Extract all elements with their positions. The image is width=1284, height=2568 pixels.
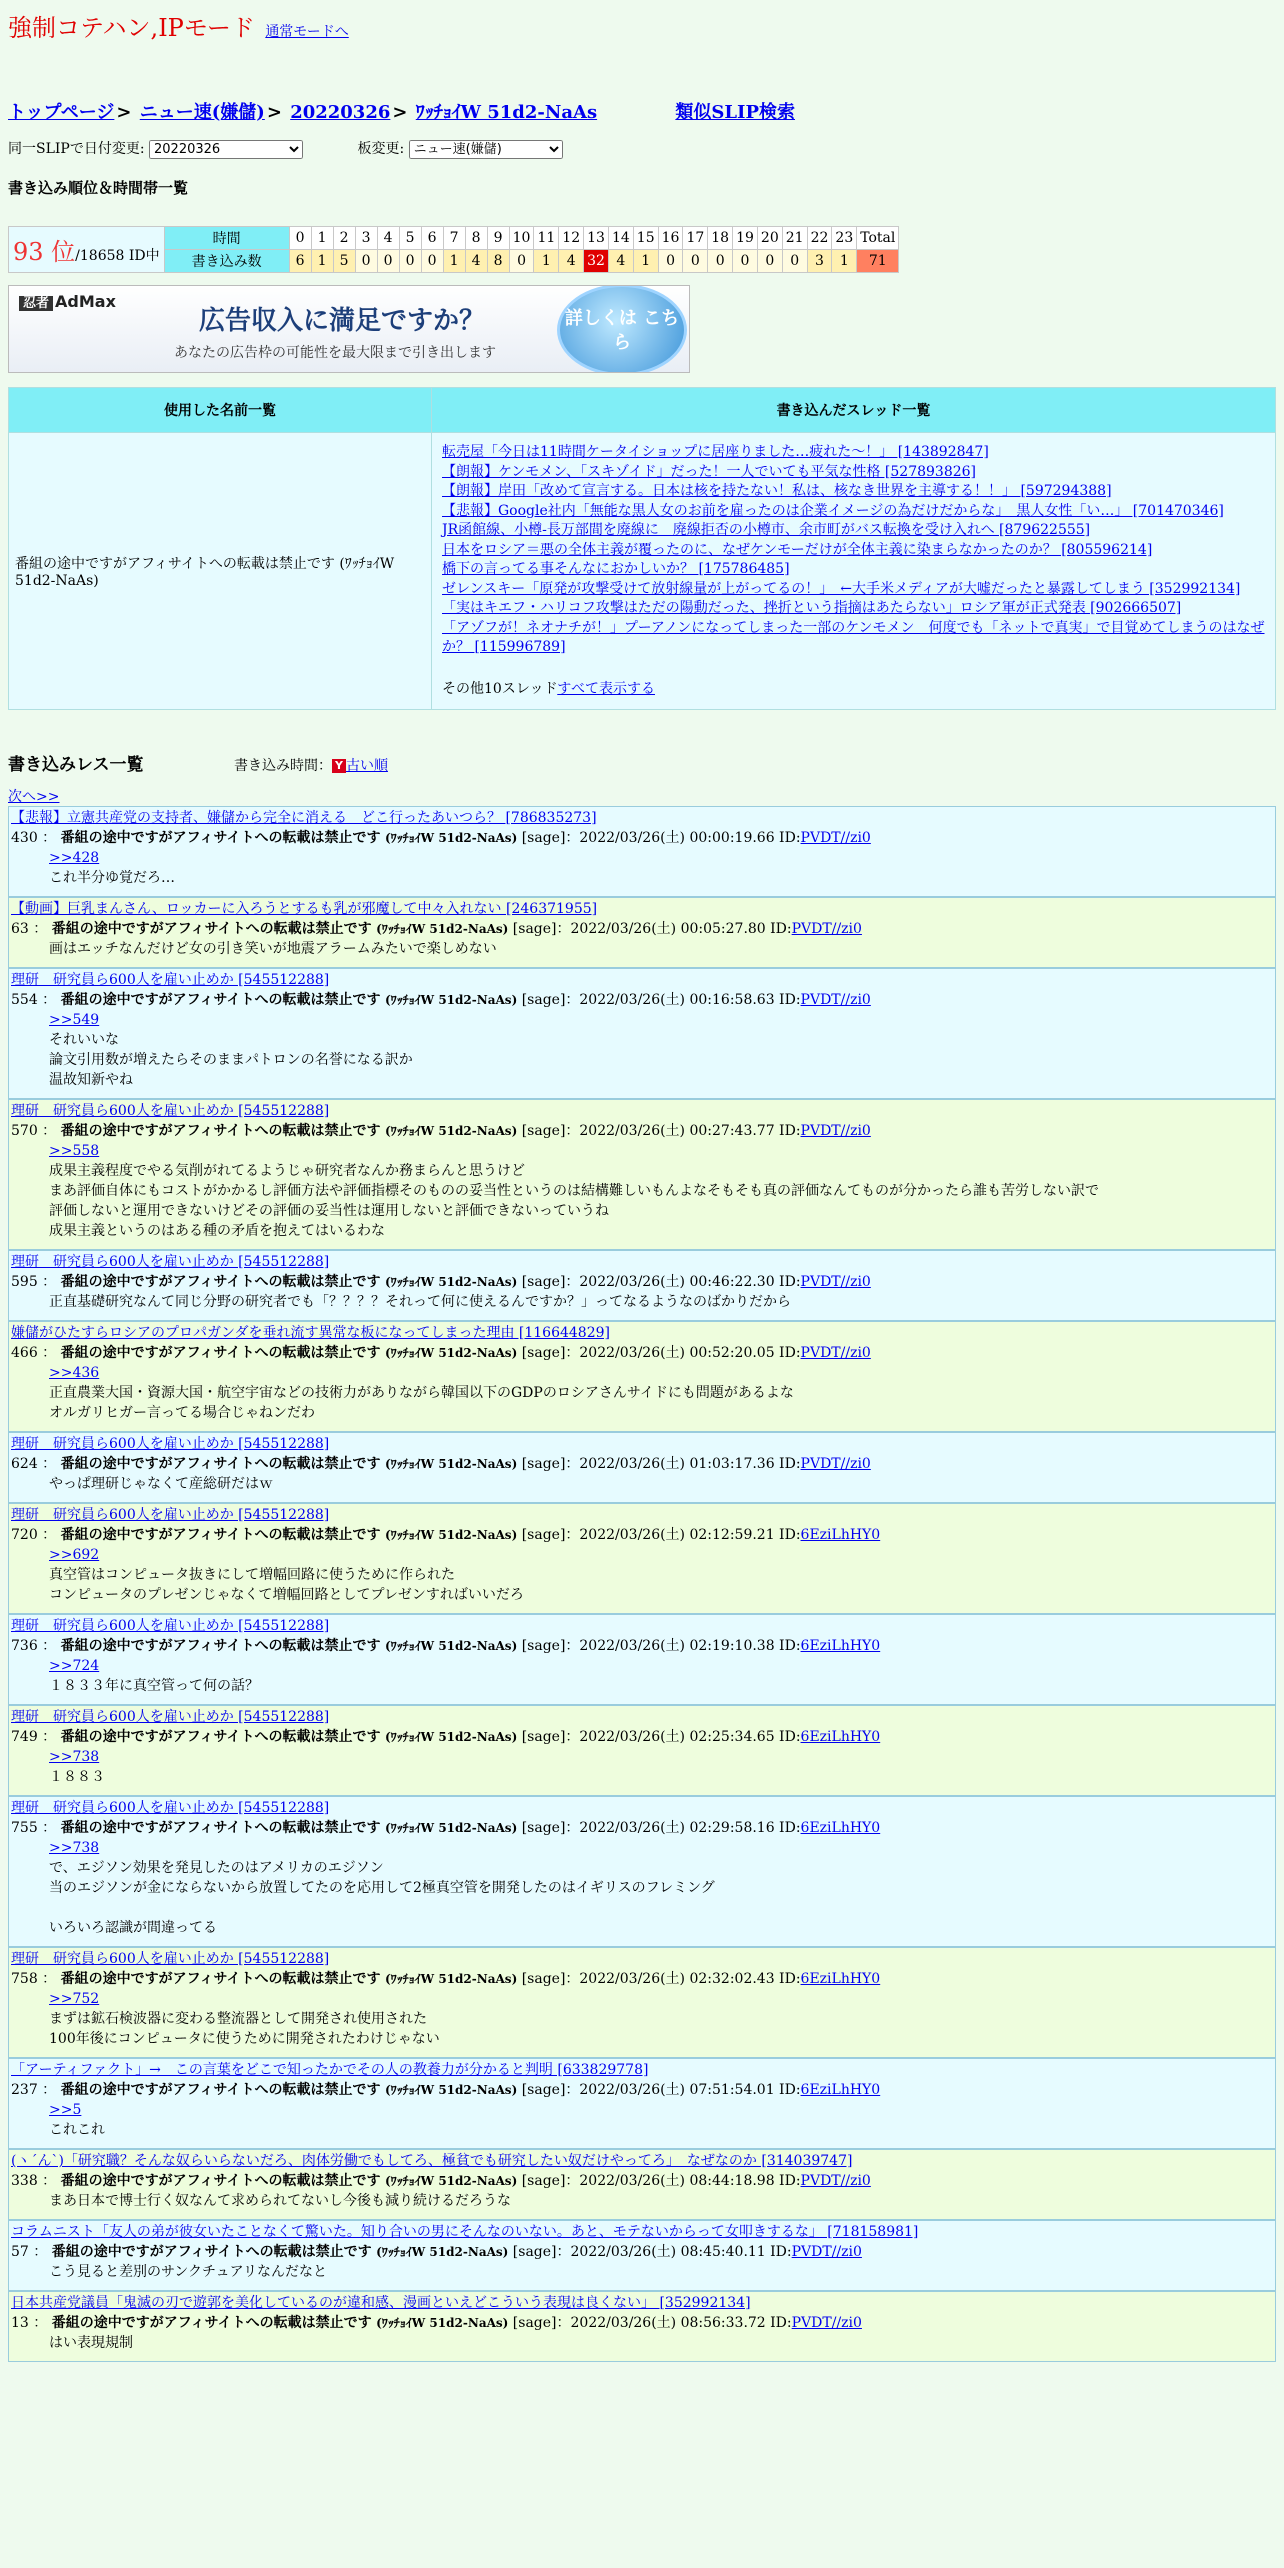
post-number: 63 <box>11 921 29 937</box>
post <box>8 1432 1276 1503</box>
post-thread-link[interactable]: 【動画】巨乳まんさん、ロッカーに入ろうとするも乳が邪魔して中々入れない [246371955] <box>11 901 598 917</box>
poster-name: 番組の途中ですがアフィサイトへの転載は禁止です <box>60 830 381 846</box>
post-body <box>9 2100 1275 2140</box>
post <box>8 2149 1276 2220</box>
poster-trip: (ﾜｯﾁｮｲW 51d2-NaAs) <box>385 1639 518 1653</box>
thread-list <box>442 443 1267 658</box>
post-line: まずは鉱石検波器に変わる整流器として開発され使用された <box>49 2011 427 2027</box>
poster-id-link[interactable]: PVDT//zi0 <box>800 1456 871 1472</box>
post-number: 595 <box>11 1274 38 1290</box>
count-cell: 0 <box>355 250 377 273</box>
poster-trip: (ﾜｯﾁｮｲW 51d2-NaAs) <box>376 922 509 936</box>
count-cell: 0 <box>509 250 534 273</box>
post <box>8 1321 1276 1432</box>
post-header: 430 ： 番組の途中ですがアフィサイトへの転載は禁止です (ﾜｯﾁｮｲW 51d2-NaAs) [sage]：2022/03/26(土) 00:00:19.66 ID:PVDT//zi0 <box>11 830 871 846</box>
count-cell: 4 <box>559 250 584 273</box>
sort-old-link[interactable]: 古い順 <box>345 758 388 774</box>
poster-id-link[interactable]: PVDT//zi0 <box>800 1274 871 1290</box>
ranking-heading: 書き込み順位＆時間帯一覧 <box>8 179 189 197</box>
post <box>8 2220 1276 2291</box>
post-number: 554 <box>11 992 38 1008</box>
hour-cell: 19 <box>733 227 758 250</box>
hour-cell: 7 <box>443 227 465 250</box>
post-number: 57 <box>11 2244 29 2260</box>
post-thread-link[interactable]: 理研 研究員ら600人を雇い止めか [545512288] <box>11 1507 330 1523</box>
rank-number: 93 位 <box>13 238 76 266</box>
poster-id-link[interactable]: 6EziLhHY0 <box>800 1971 881 1987</box>
post-meta: [sage]：2022/03/26(土) 00:05:27.80 ID: <box>512 921 792 937</box>
post <box>8 1099 1276 1250</box>
poster-trip: (ﾜｯﾁｮｲW 51d2-NaAs) <box>385 993 518 1007</box>
hour-cell: 22 <box>807 227 832 250</box>
post-header: 63 ： 番組の途中ですがアフィサイトへの転載は禁止です (ﾜｯﾁｮｲW 51d2-NaAs) [sage]：2022/03/26(土) 00:05:27.80 ID:PVDT//zi0 <box>11 921 862 937</box>
post-body <box>9 1747 1275 1787</box>
post-number: 720 <box>11 1527 38 1543</box>
poster-name: 番組の途中ですがアフィサイトへの転載は禁止です <box>60 1638 381 1654</box>
post <box>8 2291 1276 2362</box>
post-meta: [sage]：2022/03/26(土) 01:03:17.36 ID: <box>521 1456 801 1472</box>
post-header: 736 ： 番組の途中ですがアフィサイトへの転載は禁止です (ﾜｯﾁｮｲW 51d2-NaAs) [sage]：2022/03/26(土) 02:19:10.38 ID:6EziLhHY0 <box>11 1638 881 1654</box>
poster-id-link[interactable]: PVDT//zi0 <box>800 2173 871 2189</box>
post-line: これ半分ゆ覚だろ… <box>49 870 175 886</box>
post-header: 554 ： 番組の途中ですがアフィサイトへの転載は禁止です (ﾜｯﾁｮｲW 51d2-NaAs) [sage]：2022/03/26(土) 00:16:58.63 ID:PVDT//zi0 <box>11 992 871 1008</box>
breadcrumb-board[interactable]: ニュー速(嫌儲) <box>139 102 265 123</box>
post-line <box>49 1898 1275 1918</box>
post <box>8 1796 1276 1947</box>
post <box>8 1614 1276 1705</box>
poster-id-link[interactable]: 6EziLhHY0 <box>800 1638 881 1654</box>
post-body <box>9 1545 1275 1605</box>
post-body <box>9 2191 1275 2211</box>
post-line: 100年後にコンピュータに使うために開発されたわけじゃない <box>49 2031 440 2047</box>
poster-id-link[interactable]: PVDT//zi0 <box>800 1123 871 1139</box>
post-line: まあ日本で博士行く奴なんて求められてないし今後も減り続けるだろうな <box>49 2193 511 2209</box>
poster-id-link[interactable]: PVDT//zi0 <box>791 2315 862 2331</box>
post-body <box>9 1838 1275 1938</box>
reply-anchor-link[interactable]: >>436 <box>49 1365 100 1381</box>
poster-name: 番組の途中ですがアフィサイトへの転載は禁止です <box>60 1527 381 1543</box>
post-header: 570 ： 番組の途中ですがアフィサイトへの転載は禁止です (ﾜｯﾁｮｲW 51d2-NaAs) [sage]：2022/03/26(土) 00:27:43.77 ID:PVDT//zi0 <box>11 1123 871 1139</box>
count-cell: 1 <box>832 250 857 273</box>
ad-banner[interactable] <box>8 285 690 373</box>
thread-link[interactable]: 日本をロシア＝悪の全体主義が覆ったのに、なぜケンモーだけが全体主義に染まらなかったのか？ [805596214] <box>442 541 1153 558</box>
post-meta: [sage]：2022/03/26(土) 00:00:19.66 ID: <box>521 830 801 846</box>
post-line: こう見ると差別のサンクチュアリなんだなと <box>49 2264 328 2280</box>
thread-link[interactable]: 【朗報】岸田「改めて宣言する。日本は核を持たない！私は、核なき世界を主導する！！」 [597294388] <box>442 483 1112 499</box>
post-header: 466 ： 番組の途中ですがアフィサイトへの転載は禁止です (ﾜｯﾁｮｲW 51d2-NaAs) [sage]：2022/03/26(土) 00:52:20.05 ID:PVDT//zi0 <box>11 1345 871 1361</box>
post-header: 755 ： 番組の途中ですがアフィサイトへの転載は禁止です (ﾜｯﾁｮｲW 51d2-NaAs) [sage]：2022/03/26(土) 02:29:58.16 ID:6EziLhHY0 <box>11 1820 881 1836</box>
reply-anchor-link[interactable]: >>752 <box>49 1991 100 2007</box>
sort-icon: Y <box>332 759 346 773</box>
post-body <box>9 1141 1275 1241</box>
post-number: 430 <box>11 830 38 846</box>
post-number: 570 <box>11 1123 38 1139</box>
post-thread-link[interactable]: コラムニスト「友人の弟が彼女いたことなくて驚いた。知り合いの男にそんなのいない。あと、モテないからって女叩きするな」 [718158981] <box>11 2224 919 2240</box>
post-line: オルガリヒガー言ってる場合じゃねンだわ <box>49 1405 315 1421</box>
post-line: 正直農業大国・資源大国・航空宇宙などの技術力がありながら韓国以下のGDPのロシアさんサイドにも問題があるよな <box>49 1385 794 1401</box>
hour-cell: Total <box>857 227 899 250</box>
poster-name: 番組の途中ですがアフィサイトへの転載は禁止です <box>60 992 381 1008</box>
hour-cell: 21 <box>782 227 807 250</box>
hour-cell: 14 <box>608 227 633 250</box>
post-meta: [sage]：2022/03/26(土) 02:29:58.16 ID: <box>521 1820 801 1836</box>
reply-anchor-link[interactable]: >>5 <box>49 2102 82 2118</box>
post-line: 真空管はコンピュータ抜きにして増幅回路に使うために作られた <box>49 1567 455 1583</box>
similar-slip-search-link[interactable]: 類似SLIP検索 <box>675 102 795 123</box>
post-line: で、エジソン効果を発見したのはアメリカのエジソン <box>49 1860 384 1876</box>
hour-cell: 17 <box>683 227 708 250</box>
reply-anchor-link[interactable]: >>549 <box>49 1012 100 1028</box>
post-number: 237 <box>11 2082 38 2098</box>
poster-trip: (ﾜｯﾁｮｲW 51d2-NaAs) <box>385 1730 518 1744</box>
post-body <box>9 939 1275 959</box>
count-cell: 0 <box>782 250 807 273</box>
hour-cell: 10 <box>509 227 534 250</box>
poster-trip: (ﾜｯﾁｮｲW 51d2-NaAs) <box>385 1124 518 1138</box>
post-body <box>9 1989 1275 2049</box>
post-meta: [sage]：2022/03/26(土) 07:51:54.01 ID: <box>521 2082 801 2098</box>
post-header: 13 ： 番組の途中ですがアフィサイトへの転載は禁止です (ﾜｯﾁｮｲW 51d2-NaAs) [sage]：2022/03/26(土) 08:56:33.72 ID:PVDT//zi0 <box>11 2315 862 2331</box>
post-line: 評価しないと運用できないけどその評価の妥当性は運用しないと評価できないっていうね <box>49 1203 609 1219</box>
post-meta: [sage]：2022/03/26(土) 00:27:43.77 ID: <box>521 1123 801 1139</box>
post-meta: [sage]：2022/03/26(土) 00:16:58.63 ID: <box>521 992 801 1008</box>
post-body <box>9 1292 1275 1312</box>
ad-logo: 忍者 AdMax <box>19 292 116 311</box>
poster-trip: (ﾜｯﾁｮｲW 51d2-NaAs) <box>385 2083 518 2097</box>
hour-cell: 18 <box>708 227 733 250</box>
post-line: 正直基礎研究なんて同じ分野の研究者でも「？？？？それって何に使えるんですか？」ってなるようなのばかりだから <box>49 1294 791 1310</box>
hour-cell: 23 <box>832 227 857 250</box>
poster-name: 番組の途中ですがアフィサイトへの転載は禁止です <box>60 1123 381 1139</box>
post-meta: [sage]：2022/03/26(土) 02:25:34.65 ID: <box>521 1729 801 1745</box>
breadcrumb-top[interactable]: トップページ <box>8 102 115 123</box>
poster-id-link[interactable]: 6EziLhHY0 <box>800 1527 881 1543</box>
poster-name: 番組の途中ですがアフィサイトへの転載は禁止です <box>60 1820 381 1836</box>
post-body <box>9 2262 1275 2282</box>
post-thread-link[interactable]: 理研 研究員ら600人を雇い止めか [545512288] <box>11 1254 330 1270</box>
post <box>8 1503 1276 1614</box>
post-thread-link[interactable]: 理研 研究員ら600人を雇い止めか [545512288] <box>11 1436 330 1452</box>
reply-anchor-link[interactable]: >>738 <box>49 1840 100 1856</box>
post-line: １８８３ <box>49 1769 105 1785</box>
count-cell: 0 <box>421 250 443 273</box>
post-thread-link[interactable]: 理研 研究員ら600人を雇い止めか [545512288] <box>11 1618 330 1634</box>
count-cell: 0 <box>733 250 758 273</box>
post <box>8 897 1276 968</box>
hour-cell: 0 <box>289 227 311 250</box>
post-header: 595 ： 番組の途中ですがアフィサイトへの転載は禁止です (ﾜｯﾁｮｲW 51d2-NaAs) [sage]：2022/03/26(土) 00:46:22.30 ID:PVDT//zi0 <box>11 1274 871 1290</box>
next-page-link[interactable]: 次へ>> <box>8 789 60 805</box>
thread-link[interactable]: 橋下の言ってる事そんなにおかしいか？ [175786485] <box>442 561 790 577</box>
thread-link[interactable]: 「アゾフが！ネオナチが！」プーアノンになってしまった一部のケンモメン 何度でも「ネットで真実」で目覚めてしまうのはなぜか？ [115996789] <box>442 619 1265 655</box>
post-thread-link[interactable]: 理研 研究員ら600人を雇い止めか [545512288] <box>11 1951 330 1967</box>
date-select[interactable] <box>149 140 303 159</box>
post-number: 749 <box>11 1729 38 1745</box>
post-header: 624 ： 番組の途中ですがアフィサイトへの転載は禁止です (ﾜｯﾁｮｲW 51d2-NaAs) [sage]：2022/03/26(土) 01:03:17.36 ID:PVDT//zi0 <box>11 1456 871 1472</box>
hour-cell: 15 <box>633 227 658 250</box>
reply-anchor-link[interactable]: >>428 <box>49 850 100 866</box>
post <box>8 2058 1276 2149</box>
poster-id-link[interactable]: 6EziLhHY0 <box>800 1729 881 1745</box>
hour-cell: 5 <box>399 227 421 250</box>
post-meta: [sage]：2022/03/26(土) 08:56:33.72 ID: <box>512 2315 792 2331</box>
board-change-label: 板変更: <box>357 141 405 157</box>
reply-anchor-link[interactable]: >>724 <box>49 1658 100 1674</box>
hour-cell: 13 <box>584 227 609 250</box>
ad-headline: 広告収入に満足ですか？ <box>199 306 486 336</box>
poster-trip: (ﾜｯﾁｮｲW 51d2-NaAs) <box>385 2174 518 2188</box>
poster-id-link[interactable]: PVDT//zi0 <box>800 992 871 1008</box>
post <box>8 806 1276 897</box>
poster-name: 番組の途中ですがアフィサイトへの転載は禁止です <box>51 921 372 937</box>
reply-anchor-link[interactable]: >>692 <box>49 1547 100 1563</box>
count-cell: 3 <box>807 250 832 273</box>
count-cell: 1 <box>311 250 333 273</box>
poster-name: 番組の途中ですがアフィサイトへの転載は禁止です <box>60 2173 381 2189</box>
count-cell: 4 <box>465 250 487 273</box>
hour-cell: 11 <box>534 227 559 250</box>
normal-mode-link[interactable]: 通常モードへ <box>265 24 349 40</box>
thread-link[interactable]: 【朗報】ケンモメン、「スキゾイド」だった！一人でいても平気な性格 [527893826] <box>442 463 977 480</box>
post-body <box>9 2333 1275 2353</box>
post-meta: [sage]：2022/03/26(土) 02:19:10.38 ID: <box>521 1638 801 1654</box>
count-cell: 1 <box>443 250 465 273</box>
count-cell: 0 <box>377 250 399 273</box>
post-meta: [sage]：2022/03/26(土) 00:52:20.05 ID: <box>521 1345 801 1361</box>
reply-anchor-link[interactable]: >>738 <box>49 1749 100 1765</box>
poster-name: 番組の途中ですがアフィサイトへの転載は禁止です <box>51 2315 372 2331</box>
post-line: いろいろ認識が間違ってる <box>49 1920 217 1936</box>
thread-link[interactable]: 「実はキエフ・ハリコフ攻撃はただの陽動だった、挫折という指摘はあたらない」ロシア軍が正式発表 [902666507] <box>442 600 1182 616</box>
post-thread-link[interactable]: 理研 研究員ら600人を雇い止めか [545512288] <box>11 1800 330 1816</box>
mode-title: 強制コテハン,IPモード <box>8 14 255 42</box>
post-number: 624 <box>11 1456 38 1472</box>
hour-cell: 4 <box>377 227 399 250</box>
board-select[interactable] <box>409 140 563 159</box>
poster-trip: (ﾜｯﾁｮｲW 51d2-NaAs) <box>385 1346 518 1360</box>
count-total-cell: 71 <box>857 250 899 273</box>
post-body <box>9 848 1275 888</box>
hour-cell: 16 <box>658 227 683 250</box>
count-cell: 5 <box>333 250 355 273</box>
post-header: 57 ： 番組の途中ですがアフィサイトへの転載は禁止です (ﾜｯﾁｮｲW 51d2-NaAs) [sage]：2022/03/26(土) 08:45:40.11 ID:PVDT//zi0 <box>11 2244 862 2260</box>
selectors <box>8 138 1276 159</box>
hour-cell: 6 <box>421 227 443 250</box>
other-threads: その他10スレッドすべて表示する <box>442 680 655 697</box>
poster-trip: (ﾜｯﾁｮｲW 51d2-NaAs) <box>385 1275 518 1289</box>
post-line: それいいな <box>49 1032 119 1048</box>
post-body <box>9 1010 1275 1090</box>
poster-id-link[interactable]: PVDT//zi0 <box>791 921 862 937</box>
threads-col-header: 書き込んだスレッド一覧 <box>432 388 1276 433</box>
post-number: 338 <box>11 2173 38 2189</box>
post-list <box>8 806 1276 2362</box>
post-line: 成果主義程度でやる気削がれてるようじゃ研究者なんか務まらんと思うけど <box>49 1163 525 1179</box>
res-list-header <box>8 750 1276 775</box>
ad-details-button[interactable]: 詳しくは こちら <box>557 285 687 373</box>
breadcrumb-date[interactable]: 20220326 <box>290 102 391 123</box>
post <box>8 1947 1276 2058</box>
post-body <box>9 1363 1275 1423</box>
post-line: 成果主義というのはある種の矛盾を抱えてはいるわな <box>49 1223 385 1239</box>
post-line: 温故知新やね <box>49 1072 133 1088</box>
post <box>8 1705 1276 1796</box>
hour-cell: 2 <box>333 227 355 250</box>
post-number: 736 <box>11 1638 38 1654</box>
poster-name: 番組の途中ですがアフィサイトへの転載は禁止です <box>60 1274 381 1290</box>
poster-id-link[interactable]: 6EziLhHY0 <box>800 2082 881 2098</box>
post-thread-link[interactable]: 理研 研究員ら600人を雇い止めか [545512288] <box>11 972 330 988</box>
poster-name: 番組の途中ですがアフィサイトへの転載は禁止です <box>60 1345 381 1361</box>
ad-subtext: あなたの広告枠の可能性を最大限まで引き出します <box>174 345 496 361</box>
poster-name: 番組の途中ですがアフィサイトへの転載は禁止です <box>51 2244 372 2260</box>
post-number: 466 <box>11 1345 38 1361</box>
poster-id-link[interactable]: 6EziLhHY0 <box>800 1820 881 1836</box>
count-cell: 8 <box>487 250 509 273</box>
count-label: 書き込み数 <box>164 250 289 273</box>
poster-name: 番組の途中ですがアフィサイトへの転載は禁止です <box>60 1729 381 1745</box>
names-col-header: 使用した名前一覧 <box>9 388 432 433</box>
poster-id-link[interactable]: PVDT//zi0 <box>791 2244 862 2260</box>
post-header: 237 ： 番組の途中ですがアフィサイトへの転載は禁止です (ﾜｯﾁｮｲW 51d2-NaAs) [sage]：2022/03/26(土) 07:51:54.01 ID:6EziLhHY0 <box>11 2082 881 2098</box>
poster-id-link[interactable]: PVDT//zi0 <box>800 830 871 846</box>
breadcrumb: トップページ > ニュー速(嫌儲) > 20220326 > ﾜｯﾁｮｲW 51d2-NaAs 類似SLIP検索 <box>8 102 795 123</box>
hour-cell: 20 <box>757 227 782 250</box>
post-thread-link[interactable]: 「アーティファクト」→ この言葉をどこで知ったかでその人の教養力が分かると判明 [633829778] <box>11 2062 649 2078</box>
names-threads-table <box>8 387 1276 710</box>
post-line: はい表現規制 <box>49 2335 133 2351</box>
post-thread-link[interactable]: 理研 研究員ら600人を雇い止めか [545512288] <box>11 1709 330 1725</box>
hourly-table <box>8 226 899 273</box>
breadcrumb-slip[interactable]: ﾜｯﾁｮｲW 51d2-NaAs <box>415 102 598 123</box>
post-header: 749 ： 番組の途中ですがアフィサイトへの転載は禁止です (ﾜｯﾁｮｲW 51d2-NaAs) [sage]：2022/03/26(土) 02:25:34.65 ID:6EziLhHY0 <box>11 1729 881 1745</box>
poster-trip: (ﾜｯﾁｮｲW 51d2-NaAs) <box>385 1972 518 1986</box>
post-line: １８３３年に真空管って何の話？ <box>49 1678 259 1694</box>
rank-total: /18658 ID中 <box>75 248 160 264</box>
post-line: コンピュータのプレゼンじゃなくて増幅回路としてプレゼンすればいいだろ <box>49 1587 524 1603</box>
post-number: 758 <box>11 1971 38 1987</box>
post <box>8 968 1276 1099</box>
hour-cell: 3 <box>355 227 377 250</box>
used-name: 番組の途中ですがアフィサイトへの転載は禁止です (ﾜｯﾁｮｲW 51d2-NaAs) <box>9 433 432 710</box>
mode-header <box>8 8 1276 48</box>
thread-link[interactable]: ゼレンスキー「原発が攻撃受けて放射線量が上がってるの！」 ←大手米メディアが大嘘だったと暴露してしまう [352992134] <box>442 580 1241 597</box>
rank-cell <box>9 227 165 273</box>
show-all-threads-link[interactable]: すべて表示する <box>557 680 655 697</box>
count-cell: 1 <box>534 250 559 273</box>
post-header: 758 ： 番組の途中ですがアフィサイトへの転載は禁止です (ﾜｯﾁｮｲW 51d2-NaAs) [sage]：2022/03/26(土) 02:32:02.43 ID:6EziLhHY0 <box>11 1971 881 1987</box>
count-cell: 1 <box>633 250 658 273</box>
post-body <box>9 1474 1275 1494</box>
time-sort: 書き込み時間： Y 古い順 <box>233 758 388 774</box>
post <box>8 1250 1276 1321</box>
thread-link[interactable]: 転売屋「今日は11時間ケータイショップに居座りました…疲れた～！」 [143892847] <box>442 444 989 460</box>
post-meta: [sage]：2022/03/26(土) 02:12:59.21 ID: <box>521 1527 801 1543</box>
poster-name: 番組の途中ですがアフィサイトへの転載は禁止です <box>60 2082 381 2098</box>
post-thread-link[interactable]: 理研 研究員ら600人を雇い止めか [545512288] <box>11 1103 330 1119</box>
post-thread-link[interactable]: 【悲報】立憲共産党の支持者、嫌儲から完全に消える どこ行ったあいつら？ [786835273] <box>11 810 597 826</box>
hour-cell: 12 <box>559 227 584 250</box>
poster-trip: (ﾜｯﾁｮｲW 51d2-NaAs) <box>385 1528 518 1542</box>
poster-name: 番組の途中ですがアフィサイトへの転載は禁止です <box>60 1971 381 1987</box>
post-line: これこれ <box>49 2122 105 2138</box>
post-thread-link[interactable]: 日本共産党議員「鬼滅の刃で遊郭を美化しているのが違和感、漫画といえどこういう表現は良くない」 [352992134] <box>11 2295 751 2311</box>
post-line: 論文引用数が増えたらそのままパトロンの名誉になる訳か <box>49 1052 413 1068</box>
count-cell: 0 <box>708 250 733 273</box>
count-cell: 4 <box>608 250 633 273</box>
count-cell: 6 <box>289 250 311 273</box>
post-body <box>9 1656 1275 1696</box>
post-thread-link[interactable]: (ヽ´ん`)「研究職？そんな奴らいらないだろ、肉体労働でもしてろ、極貧でも研究したい奴だけやってろ」 なぜなのか [314039747] <box>11 2153 853 2169</box>
poster-id-link[interactable]: PVDT//zi0 <box>800 1345 871 1361</box>
count-cell: 0 <box>683 250 708 273</box>
count-cell: 0 <box>399 250 421 273</box>
poster-name: 番組の途中ですがアフィサイトへの転載は禁止です <box>60 1456 381 1472</box>
res-list-title: 書き込みレス一覧 <box>8 755 144 775</box>
post-number: 755 <box>11 1820 38 1836</box>
post-meta: [sage]：2022/03/26(土) 08:44:18.98 ID: <box>521 2173 801 2189</box>
count-cell: 0 <box>658 250 683 273</box>
post-thread-link[interactable]: 嫌儲がひたすらロシアのプロパガンダを垂れ流す異常な板になってしまった理由 [116644829] <box>11 1325 610 1341</box>
poster-trip: (ﾜｯﾁｮｲW 51d2-NaAs) <box>385 1457 518 1471</box>
poster-trip: (ﾜｯﾁｮｲW 51d2-NaAs) <box>385 831 518 845</box>
reply-anchor-link[interactable]: >>558 <box>49 1143 100 1159</box>
post-number: 13 <box>11 2315 29 2331</box>
hour-cell: 8 <box>465 227 487 250</box>
post-meta: [sage]：2022/03/26(土) 08:45:40.11 ID: <box>512 2244 792 2260</box>
post-line: 当のエジソンが金にならないから放置してたのを応用して2極真空管を開発したのはイギリスのフレミング <box>49 1880 715 1896</box>
poster-trip: (ﾜｯﾁｮｲW 51d2-NaAs) <box>376 2245 509 2259</box>
post-meta: [sage]：2022/03/26(土) 00:46:22.30 ID: <box>521 1274 801 1290</box>
hour-cell: 1 <box>311 227 333 250</box>
threads-cell <box>432 433 1276 710</box>
post-meta: [sage]：2022/03/26(土) 02:32:02.43 ID: <box>521 1971 801 1987</box>
date-change-label: 同一SLIPで日付変更: <box>8 141 145 157</box>
time-label: 時間 <box>164 227 289 250</box>
poster-trip: (ﾜｯﾁｮｲW 51d2-NaAs) <box>385 1821 518 1835</box>
count-cell: 0 <box>757 250 782 273</box>
thread-link[interactable]: 【悲報】Google社内「無能な黒人女のお前を雇ったのは企業イメージの為だけだからな」 黒人女性「い…」 [701470346] <box>442 502 1224 519</box>
post-line: やっぱ理研じゃなくて産総研だはｗ <box>49 1476 273 1492</box>
poster-trip: (ﾜｯﾁｮｲW 51d2-NaAs) <box>376 2316 509 2330</box>
post-line: まあ評価自体にもコストがかかるし評価方法や評価指標そのものの妥当性というのは結構難しいもんよなそもそも真の評価なんてものが分かったら誰も苦労しない訳で <box>49 1183 1099 1199</box>
hour-cell: 9 <box>487 227 509 250</box>
post-header: 720 ： 番組の途中ですがアフィサイトへの転載は禁止です (ﾜｯﾁｮｲW 51d2-NaAs) [sage]：2022/03/26(土) 02:12:59.21 ID:6EziLhHY0 <box>11 1527 881 1543</box>
thread-link[interactable]: JR函館線、小樽-長万部間を廃線に 廃線拒否の小樽市、余市町がバス転換を受け入れへ [879622555] <box>442 522 1091 538</box>
post-line: 画はエッチなんだけど女の引き笑いが地震アラームみたいで楽しめない <box>49 941 497 957</box>
count-cell: 32 <box>584 250 609 273</box>
post-header: 338 ： 番組の途中ですがアフィサイトへの転載は禁止です (ﾜｯﾁｮｲW 51d2-NaAs) [sage]：2022/03/26(土) 08:44:18.98 ID:PVDT//zi0 <box>11 2173 871 2189</box>
